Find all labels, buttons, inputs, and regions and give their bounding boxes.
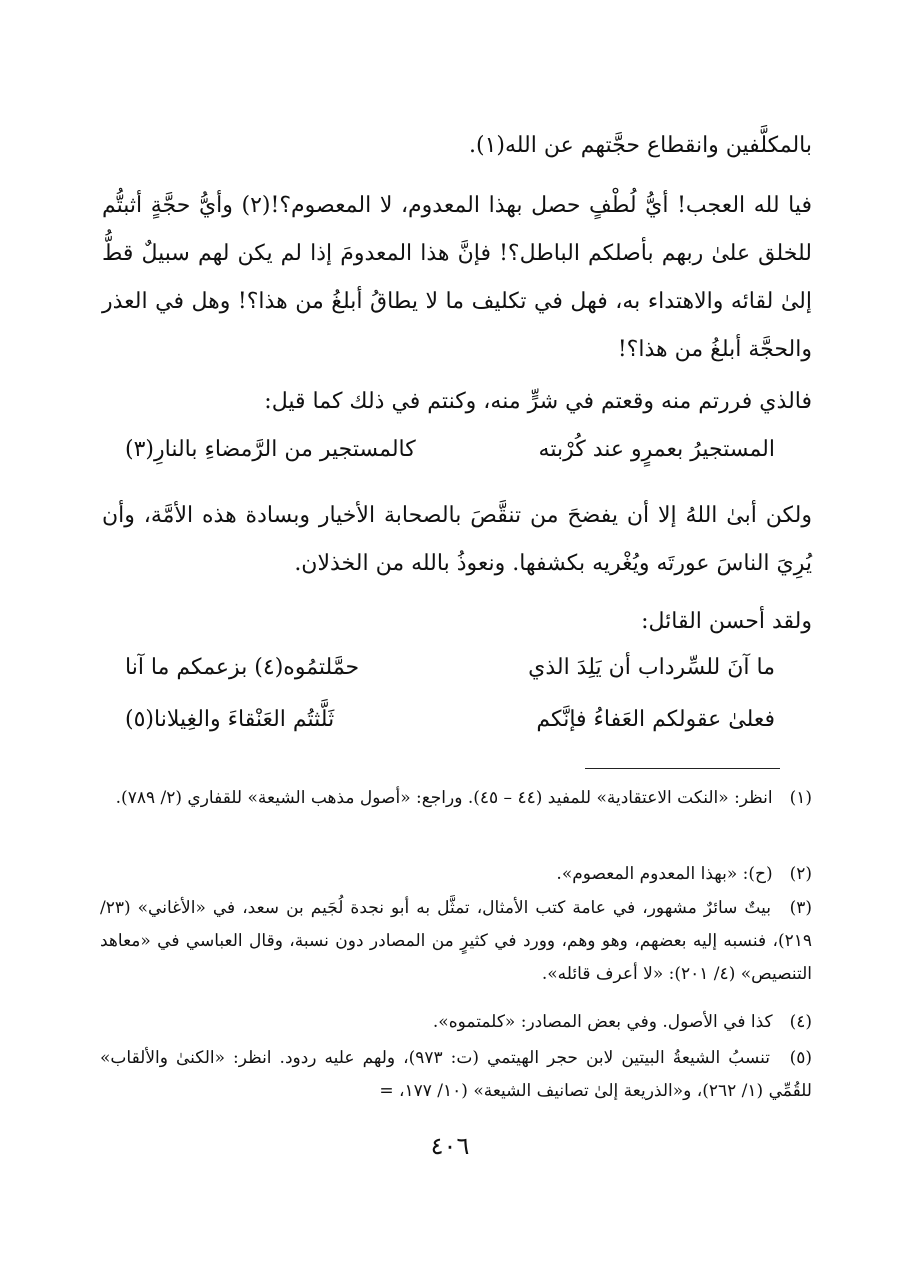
footnote-separator bbox=[585, 768, 780, 769]
footnote-text: بيتٌ سائرٌ مشهور، في عامة كتب الأمثال، تمثَّل به أبو نجدة لُجَيم بن سعد، في «الأغاني» (٢٣/ ٢١٩)، فنسبه إليه بعضهم، وهو وهم، وورد في كثيرٍ من المصادر دون نسبة، وقال العباسي في «معاهد التنصيص» (٤/ ٢٠١): «لا أعرف قائله». bbox=[100, 898, 812, 984]
footnote-text: تنسبُ الشيعةُ البيتين لابن حجر الهيتمي (ت: ٩٧٣)، ولهم عليه ردود. انظر: «الكنىٰ والألقاب» للقُمِّي (١/ ٢٦٢)، و«الذريعة إلىٰ تصانيف الشيعة» (١٠/ ١٧٧، = bbox=[100, 1048, 812, 1101]
paragraph-2: فيا لله العجب! أيُّ لُطْفٍ حصل بهذا المعدوم، لا المعصوم؟!(٢) وأيُّ حجَّةٍ أثبتُّم للخلق علىٰ ربهم بأصلكم الباطل؟! فإنَّ هذا المعدومَ إذا لم يكن لهم سبيلٌ قطُّ إلىٰ لقائه والاهتداء به، فهل في تكليف ما لا يطاقُ أبلغُ من هذا؟! وهل في العذر والحجَّة أبلغُ من هذا؟! bbox=[102, 193, 812, 362]
verse-line-3 bbox=[125, 707, 775, 732]
verse-line-2 bbox=[125, 655, 775, 680]
footnote-number: (٤) bbox=[789, 1012, 812, 1032]
page-number: ٤٠٦ bbox=[430, 1132, 470, 1160]
footnote-4 bbox=[100, 1006, 812, 1039]
paragraph-4: ولكن أبىٰ اللهُ إلا أن يفضحَ من تنقَّصَ بالصحابة الأخيار وبسادة هذه الأمَّة، وأن يُرِيَ الناسَ عورتَه ويُغْريه بكشفها. ونعوذُ بالله من الخذلان. bbox=[102, 503, 812, 576]
verse-line-1 bbox=[125, 437, 775, 462]
footnote-text: (ح): «بهذا المعدوم المعصوم». bbox=[556, 864, 773, 884]
verse-1-first-hemistich: المستجيرُ بعمرٍو عند كُرْبته bbox=[538, 437, 775, 462]
verse-3-first-hemistich: فعلىٰ عقولكم العَفاءُ فإنَّكم bbox=[536, 707, 775, 732]
verse-2-second-hemistich: حمَّلتمُوه(٤) بزعمكم ما آنا bbox=[125, 655, 360, 680]
paragraph-3: فالذي فررتم منه وقعتم في شرٍّ منه، وكنتم في ذلك كما قيل: bbox=[264, 389, 812, 414]
footnote-1 bbox=[100, 782, 812, 815]
footnote-number: (٢) bbox=[789, 864, 812, 884]
footnote-number: (١) bbox=[789, 788, 812, 808]
footnote-number: (٣) bbox=[789, 898, 812, 918]
verse-2-first-hemistich: ما آنَ للسِّرداب أن يَلِدَ الذي bbox=[528, 655, 775, 680]
footnote-2 bbox=[100, 858, 812, 891]
footnote-number: (٥) bbox=[789, 1048, 813, 1068]
verse-3-second-hemistich: ثَلَّثتُم العَنْقاءَ والغِيلانا(٥) bbox=[125, 707, 335, 732]
verse-1-second-hemistich: كالمستجير من الرَّمضاءِ بالنارِ(٣) bbox=[125, 437, 416, 462]
footnote-text: انظر: «النكت الاعتقادية» للمفيد (٤٤ – ٤٥). وراجع: «أصول مذهب الشيعة» للقفاري (٢/ ٧٨٩). bbox=[115, 788, 773, 808]
footnote-5 bbox=[100, 1042, 812, 1108]
footnote-3 bbox=[100, 892, 812, 991]
footnote-text: كذا في الأصول. وفي بعض المصادر: «كلمتموه». bbox=[432, 1012, 773, 1032]
paragraph-5: ولقد أحسن القائل: bbox=[641, 609, 812, 634]
paragraph-1: بالمكلَّفين وانقطاع حجَّتهم عن الله(١). bbox=[468, 133, 812, 158]
